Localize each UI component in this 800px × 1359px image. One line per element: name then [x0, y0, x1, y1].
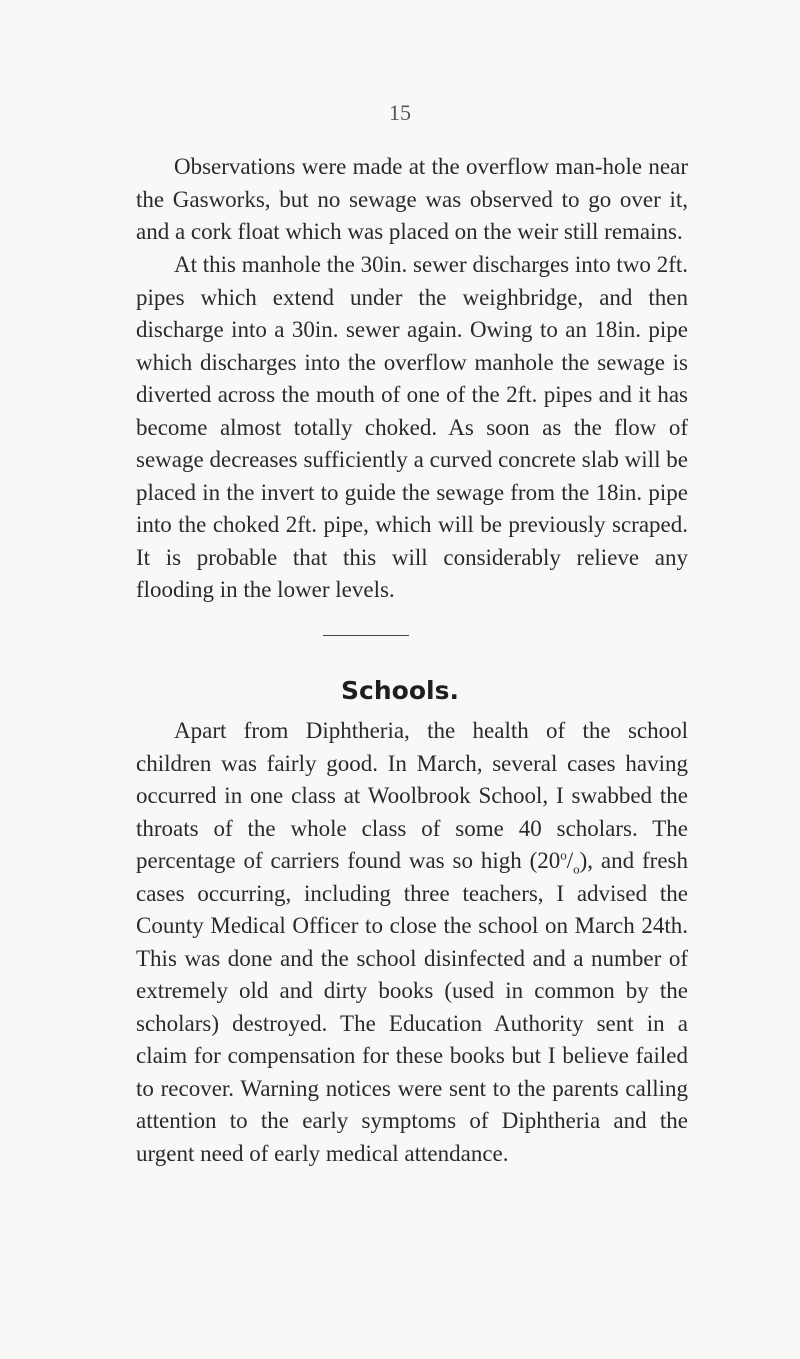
percent-sign-bottom: o — [573, 861, 580, 877]
percent-sign-top: o — [560, 847, 567, 863]
section-heading-schools: Schools. — [341, 676, 459, 705]
paragraph-manhole-pipes — [136, 249, 688, 607]
text-after-percent: ), and fresh cases occurring, including three teachers, I advised the County Medical Officer to close the school on March 24th. This was done and the school disinfected and a number of extremely old and dirty books (used in common by the scholars) destroyed. The Education Authority sent in a claim for compensation for these books but I believe failed to recover. Warning notices were sent to the parents calling attention to the early symptoms of Diphtheria and the urgent need of early medical attendance. — [136, 848, 688, 1166]
section-divider — [323, 635, 409, 636]
percent-sign-slash: / — [566, 848, 574, 873]
paragraph-text — [136, 715, 688, 1170]
text-before-percent: Apart from Diphtheria, the health of the school children was fairly good. In March, several cases having occurred in one class at Woolbrook School, I swabbed the throats of the whole class of some 40 scholars. The percentage of carriers found was so high (20 — [136, 718, 688, 873]
paragraph-text: At this manhole the 30in. sewer discharges into two 2ft. pipes which extend under the weighbridge, and then discharge into a 30in. sewer again. Owing to an 18in. pipe which discharges into the overflow manhole the sewage is diverted across the mouth of one of the 2ft. pipes and it has become almost totally choked. As soon as the flow of sewage decreases sufficiently a curved concrete slab will be placed in the invert to guide the sewage from the 18in. pipe into the choked 2ft. pipe, which will be previously scraped. It is probable that this will considerably relieve any flooding in the lower levels. — [136, 252, 688, 602]
paragraph-text: Observations were made at the overflow man-hole near the Gasworks, but no sewage was observed to go over it, and a cork float which was placed on the weir still remains. — [136, 154, 688, 244]
page-number: 15 — [389, 100, 411, 125]
paragraph-schools — [136, 715, 688, 1170]
paragraph-overflow-manhole — [136, 151, 688, 249]
